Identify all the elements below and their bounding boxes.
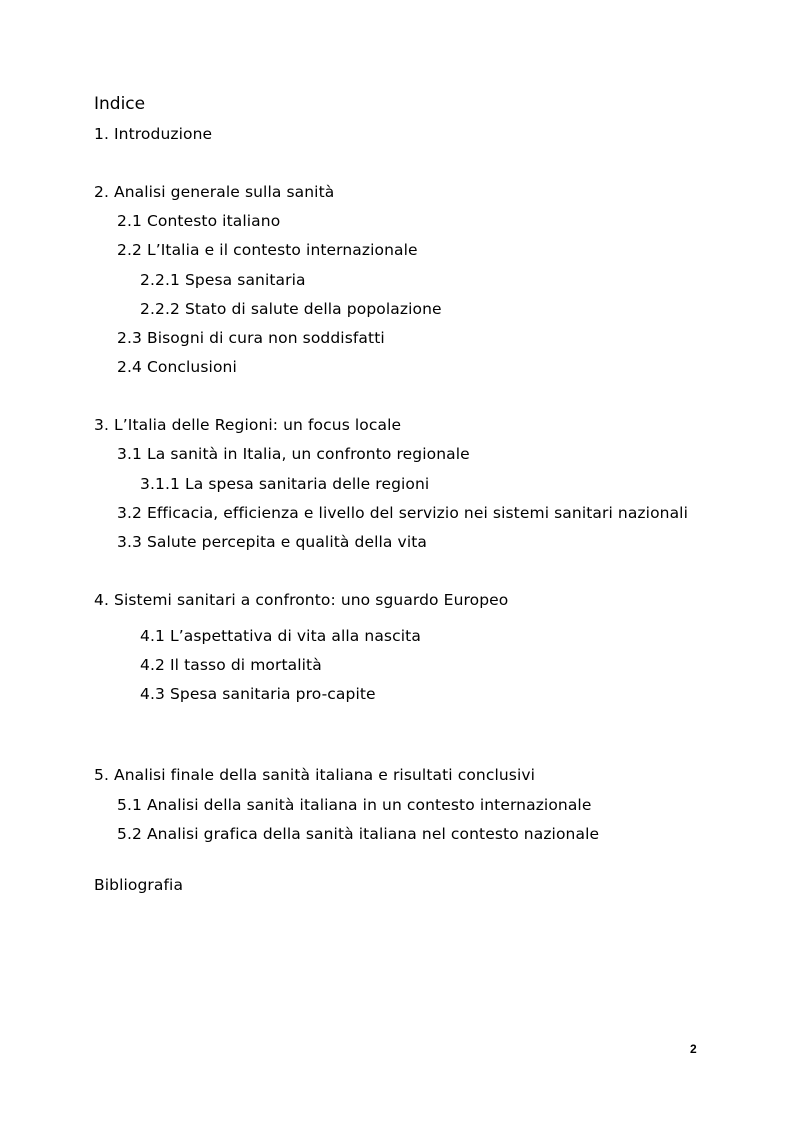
toc-entry-4-2[interactable]: 4.2 Il tasso di mortalità: [140, 656, 322, 674]
toc-entry-5-2[interactable]: 5.2 Analisi grafica della sanità italiana nel contesto nazionale: [117, 825, 600, 843]
toc-entry-2-2[interactable]: 2.2 L’Italia e il contesto internazionale: [117, 241, 418, 259]
toc-entry-5[interactable]: 5. Analisi finale della sanità italiana e risultati conclusivi: [94, 766, 536, 784]
toc-entry-3[interactable]: 3. L’Italia delle Regioni: un focus locale: [94, 416, 402, 434]
toc-entry-2-2-1[interactable]: 2.2.1 Spesa sanitaria: [140, 271, 306, 289]
toc-entry-2-4[interactable]: 2.4 Conclusioni: [117, 358, 237, 376]
toc-entry-3-1[interactable]: 3.1 La sanità in Italia, un confronto regionale: [117, 445, 470, 463]
toc-title: Indice: [94, 94, 146, 114]
toc-entry-2-3[interactable]: 2.3 Bisogni di cura non soddisfatti: [117, 329, 385, 347]
toc-entry-5-1[interactable]: 5.1 Analisi della sanità italiana in un contesto internazionale: [117, 796, 592, 814]
toc-entry-4-1[interactable]: 4.1 L’aspettativa di vita alla nascita: [140, 627, 421, 645]
toc-entry-3-1-1[interactable]: 3.1.1 La spesa sanitaria delle regioni: [140, 475, 430, 493]
toc-entry-2-2-2[interactable]: 2.2.2 Stato di salute della popolazione: [140, 300, 442, 318]
toc-entry-4-3[interactable]: 4.3 Spesa sanitaria pro-capite: [140, 685, 376, 703]
page-number: 2: [690, 1042, 697, 1056]
toc-entry-3-3[interactable]: 3.3 Salute percepita e qualità della vita: [117, 533, 428, 551]
toc-entry-3-2[interactable]: 3.2 Efficacia, efficienza e livello del servizio nei sistemi sanitari nazionali: [117, 504, 688, 522]
toc-entry-2-1[interactable]: 2.1 Contesto italiano: [117, 212, 281, 230]
toc-entry-1[interactable]: 1. Introduzione: [94, 125, 213, 143]
toc-entry-4[interactable]: 4. Sistemi sanitari a confronto: uno sguardo Europeo: [94, 591, 509, 609]
toc-entry-2[interactable]: 2. Analisi generale sulla sanità: [94, 183, 335, 201]
toc-entry-bibliography[interactable]: Bibliografia: [94, 876, 184, 894]
